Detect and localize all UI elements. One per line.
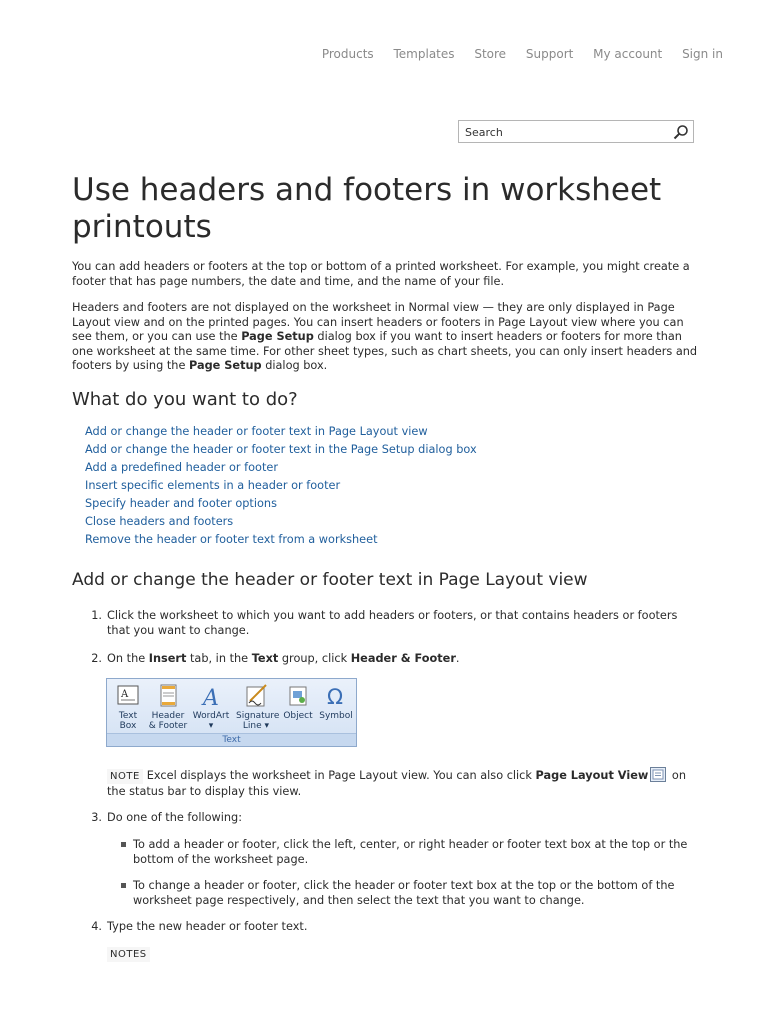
step-text bbox=[107, 651, 697, 666]
search-input[interactable] bbox=[463, 125, 667, 140]
intro-text: dialog box if you want to insert headers or footers for more than one worksheet at the same time. For other sheet types, such as chart sheets, you can only insert headers and footers by using the bbox=[72, 330, 698, 373]
list-item bbox=[85, 459, 477, 477]
bullet-square bbox=[121, 883, 126, 888]
step-4 bbox=[88, 919, 698, 935]
task-link[interactable]: Close headers and footers bbox=[85, 515, 234, 528]
notes-label: NOTES bbox=[107, 947, 150, 962]
note-text: on the status bar to display this view. bbox=[107, 769, 686, 798]
page-layout-view-icon bbox=[650, 767, 666, 782]
step-number: 3. bbox=[91, 811, 102, 824]
ribbon-label: ▾ bbox=[208, 721, 214, 731]
step-2 bbox=[88, 651, 698, 667]
ribbon-label: Box bbox=[119, 721, 137, 731]
nav-products[interactable]: Products bbox=[321, 47, 374, 61]
ribbon-group-label: Text bbox=[107, 733, 356, 746]
list-item bbox=[121, 878, 699, 910]
step-text: Do one of the following: bbox=[107, 811, 243, 824]
step-text-part: On the bbox=[107, 652, 149, 665]
text-group-term: Text bbox=[251, 652, 279, 665]
list-item bbox=[85, 423, 477, 441]
step-text-part: tab, in the bbox=[186, 652, 252, 665]
bullet-square bbox=[121, 842, 126, 847]
symbol-button bbox=[316, 683, 356, 721]
page-setup-term: Page Setup bbox=[241, 330, 314, 344]
page-title: Use headers and footers in worksheet printouts bbox=[72, 172, 662, 245]
header-footer-term: Header & Footer bbox=[350, 652, 456, 665]
step-text-part: . bbox=[455, 652, 460, 665]
ribbon-label: & Footer bbox=[148, 721, 188, 731]
nav-sign-in[interactable]: Sign in bbox=[682, 47, 723, 61]
task-link[interactable]: Remove the header or footer text from a worksheet bbox=[85, 533, 378, 546]
task-link[interactable]: Insert specific elements in a header or footer bbox=[85, 479, 341, 492]
bullet-text: To change a header or footer, click the header or footer text box at the top or the bottom of the worksheet page respectively, and then select the text that you want to change. bbox=[133, 879, 675, 907]
nav-my-account[interactable]: My account bbox=[593, 47, 663, 61]
step-text: Type the new header or footer text. bbox=[107, 920, 308, 933]
svg-text:A: A bbox=[203, 686, 219, 709]
ribbon-label: WordArt bbox=[192, 711, 230, 721]
task-link[interactable]: Add or change the header or footer text in Page Layout view bbox=[85, 425, 428, 438]
list-item bbox=[85, 495, 477, 513]
nav-store[interactable]: Store bbox=[474, 47, 507, 61]
ribbon-label: Header bbox=[151, 711, 185, 721]
text-box-button bbox=[108, 683, 148, 731]
signature-line-icon bbox=[242, 683, 270, 709]
task-link[interactable]: Add or change the header or footer text in the Page Setup dialog box bbox=[85, 443, 477, 456]
step-number: 1. bbox=[91, 609, 102, 622]
list-item bbox=[85, 441, 477, 459]
nav-templates[interactable]: Templates bbox=[393, 47, 455, 61]
top-navigation bbox=[306, 47, 723, 61]
intro-paragraph-2 bbox=[72, 301, 702, 374]
note-text: Excel displays the worksheet in Page Layout view. You can also click bbox=[146, 769, 536, 782]
text-box-icon bbox=[114, 683, 142, 709]
search-box bbox=[458, 120, 694, 143]
note-block bbox=[107, 767, 707, 799]
what-do-you-want-heading: What do you want to do? bbox=[72, 389, 298, 410]
step-3 bbox=[88, 810, 698, 826]
svg-text:Ω: Ω bbox=[327, 685, 344, 709]
ribbon-label: Text bbox=[118, 711, 138, 721]
insert-tab-term: Insert bbox=[148, 652, 187, 665]
step-text-part: group, click bbox=[278, 652, 351, 665]
list-item bbox=[85, 531, 477, 549]
list-item bbox=[85, 477, 477, 495]
step-1 bbox=[88, 608, 698, 640]
wordart-button bbox=[191, 683, 231, 731]
nav-support[interactable]: Support bbox=[525, 47, 574, 61]
list-item bbox=[85, 513, 477, 531]
header-footer-button bbox=[148, 683, 188, 731]
page-setup-term: Page Setup bbox=[189, 359, 262, 373]
ribbon-label: Symbol bbox=[319, 711, 353, 721]
task-link-list bbox=[85, 423, 477, 549]
step-text: Click the worksheet to which you want to add headers or footers, or that contains headers or footers that you want to change. bbox=[107, 609, 678, 637]
list-item bbox=[121, 837, 699, 869]
omega-symbol-icon bbox=[322, 683, 350, 709]
search-icon[interactable] bbox=[673, 124, 689, 140]
intro-text: Headers and footers are not displayed on the worksheet in Normal view — they are only displayed in Page Layout view and on the printed pages. You can insert headers or footers in Page Layout view where you can see them, or you can use the bbox=[72, 301, 684, 344]
task-link[interactable]: Add a predefined header or footer bbox=[85, 461, 278, 474]
section-heading: Add or change the header or footer text in Page Layout view bbox=[72, 570, 588, 590]
task-link[interactable]: Specify header and footer options bbox=[85, 497, 277, 510]
signature-line-button bbox=[236, 683, 280, 731]
step-number: 4. bbox=[91, 920, 102, 933]
object-icon bbox=[284, 683, 312, 709]
note-label: NOTE bbox=[107, 769, 143, 784]
ribbon-label: Line ▾ bbox=[242, 721, 270, 731]
ribbon-text-group-image bbox=[106, 678, 357, 747]
svg-text:A: A bbox=[121, 689, 129, 700]
page-layout-view-term: Page Layout View bbox=[535, 769, 649, 782]
intro-paragraph-1: You can add headers or footers at the top or bottom of a printed worksheet. For example, you might create a footer that has page numbers, the date and time, and the name of your file. bbox=[72, 260, 690, 288]
ribbon-label: Signature bbox=[236, 711, 280, 721]
step-number: 2. bbox=[91, 652, 102, 665]
bullet-text: To add a header or footer, click the left, center, or right header or footer text box at the top or the bottom of the worksheet page. bbox=[133, 838, 688, 866]
intro-text: dialog box. bbox=[261, 359, 328, 373]
header-footer-icon bbox=[154, 683, 182, 709]
ribbon-label: Object bbox=[283, 711, 313, 721]
wordart-icon bbox=[197, 683, 225, 709]
object-button bbox=[278, 683, 318, 721]
